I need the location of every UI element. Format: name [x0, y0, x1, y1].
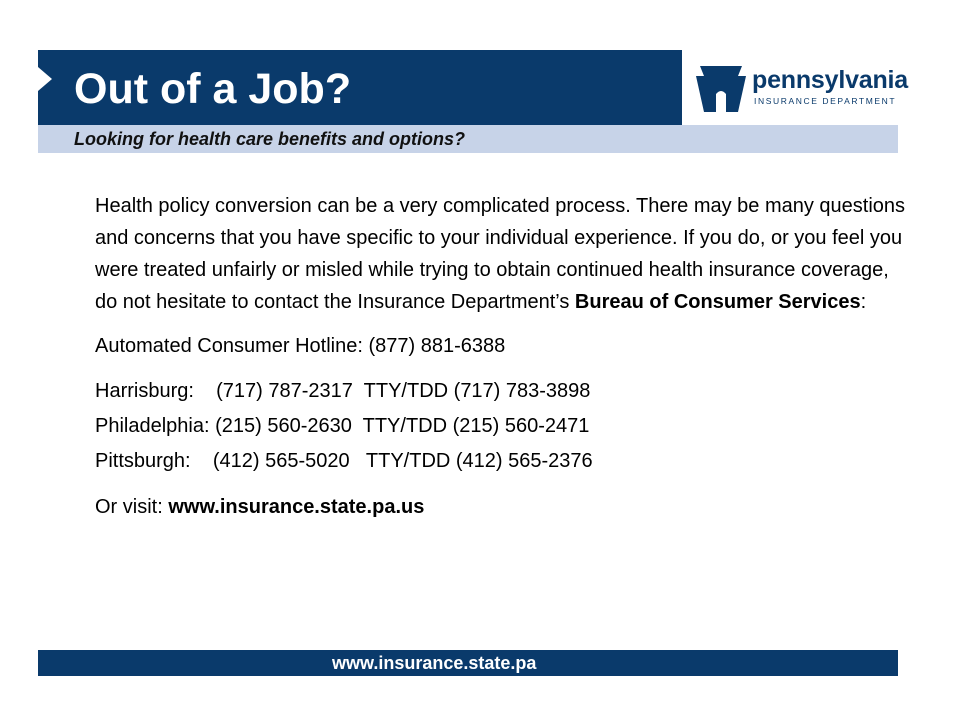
intro-text: Health policy conversion can be a very complicated process. There may be many questions and concerns that you have specific to your individual experience. If you do, or you feel you were treated unfairly or misled while trying to obtain continued health insurance coverage, do not hesitate to contact the Insurance Department’s	[95, 195, 906, 313]
logo-name: pennsylvania	[752, 66, 908, 94]
title-notch	[38, 67, 52, 91]
footer-url: www.insurance.state.pa	[332, 653, 537, 673]
page-subtitle: Looking for health care benefits and options?	[74, 129, 466, 149]
hotline-line: Automated Consumer Hotline: (877) 881-6388	[95, 335, 506, 357]
keystone-icon	[694, 62, 748, 116]
office-row-pittsburgh: Pittsburgh: (412) 565-5020 TTY/TDD (412) 565-2376	[95, 450, 593, 472]
visit-prefix: Or visit:	[95, 496, 169, 518]
intro-paragraph	[95, 190, 910, 318]
office-row-harrisburg: Harrisburg: (717) 787-2317 TTY/TDD (717) 783-3898	[95, 380, 591, 402]
visit-url-link[interactable]: www.insurance.state.pa.us	[168, 496, 425, 518]
office-list	[95, 374, 910, 479]
office-row-philadelphia: Philadelphia: (215) 560-2630 TTY/TDD (215) 560-2471	[95, 415, 590, 437]
page-title: Out of a Job?	[74, 65, 352, 113]
content-body	[95, 190, 910, 523]
logo-department: INSURANCE DEPARTMENT	[754, 96, 897, 106]
bureau-name: Bureau of Consumer Services	[574, 291, 861, 313]
bureau-suffix: :	[860, 291, 867, 313]
visit-line	[95, 491, 910, 523]
pennsylvania-insurance-logo	[694, 62, 908, 116]
